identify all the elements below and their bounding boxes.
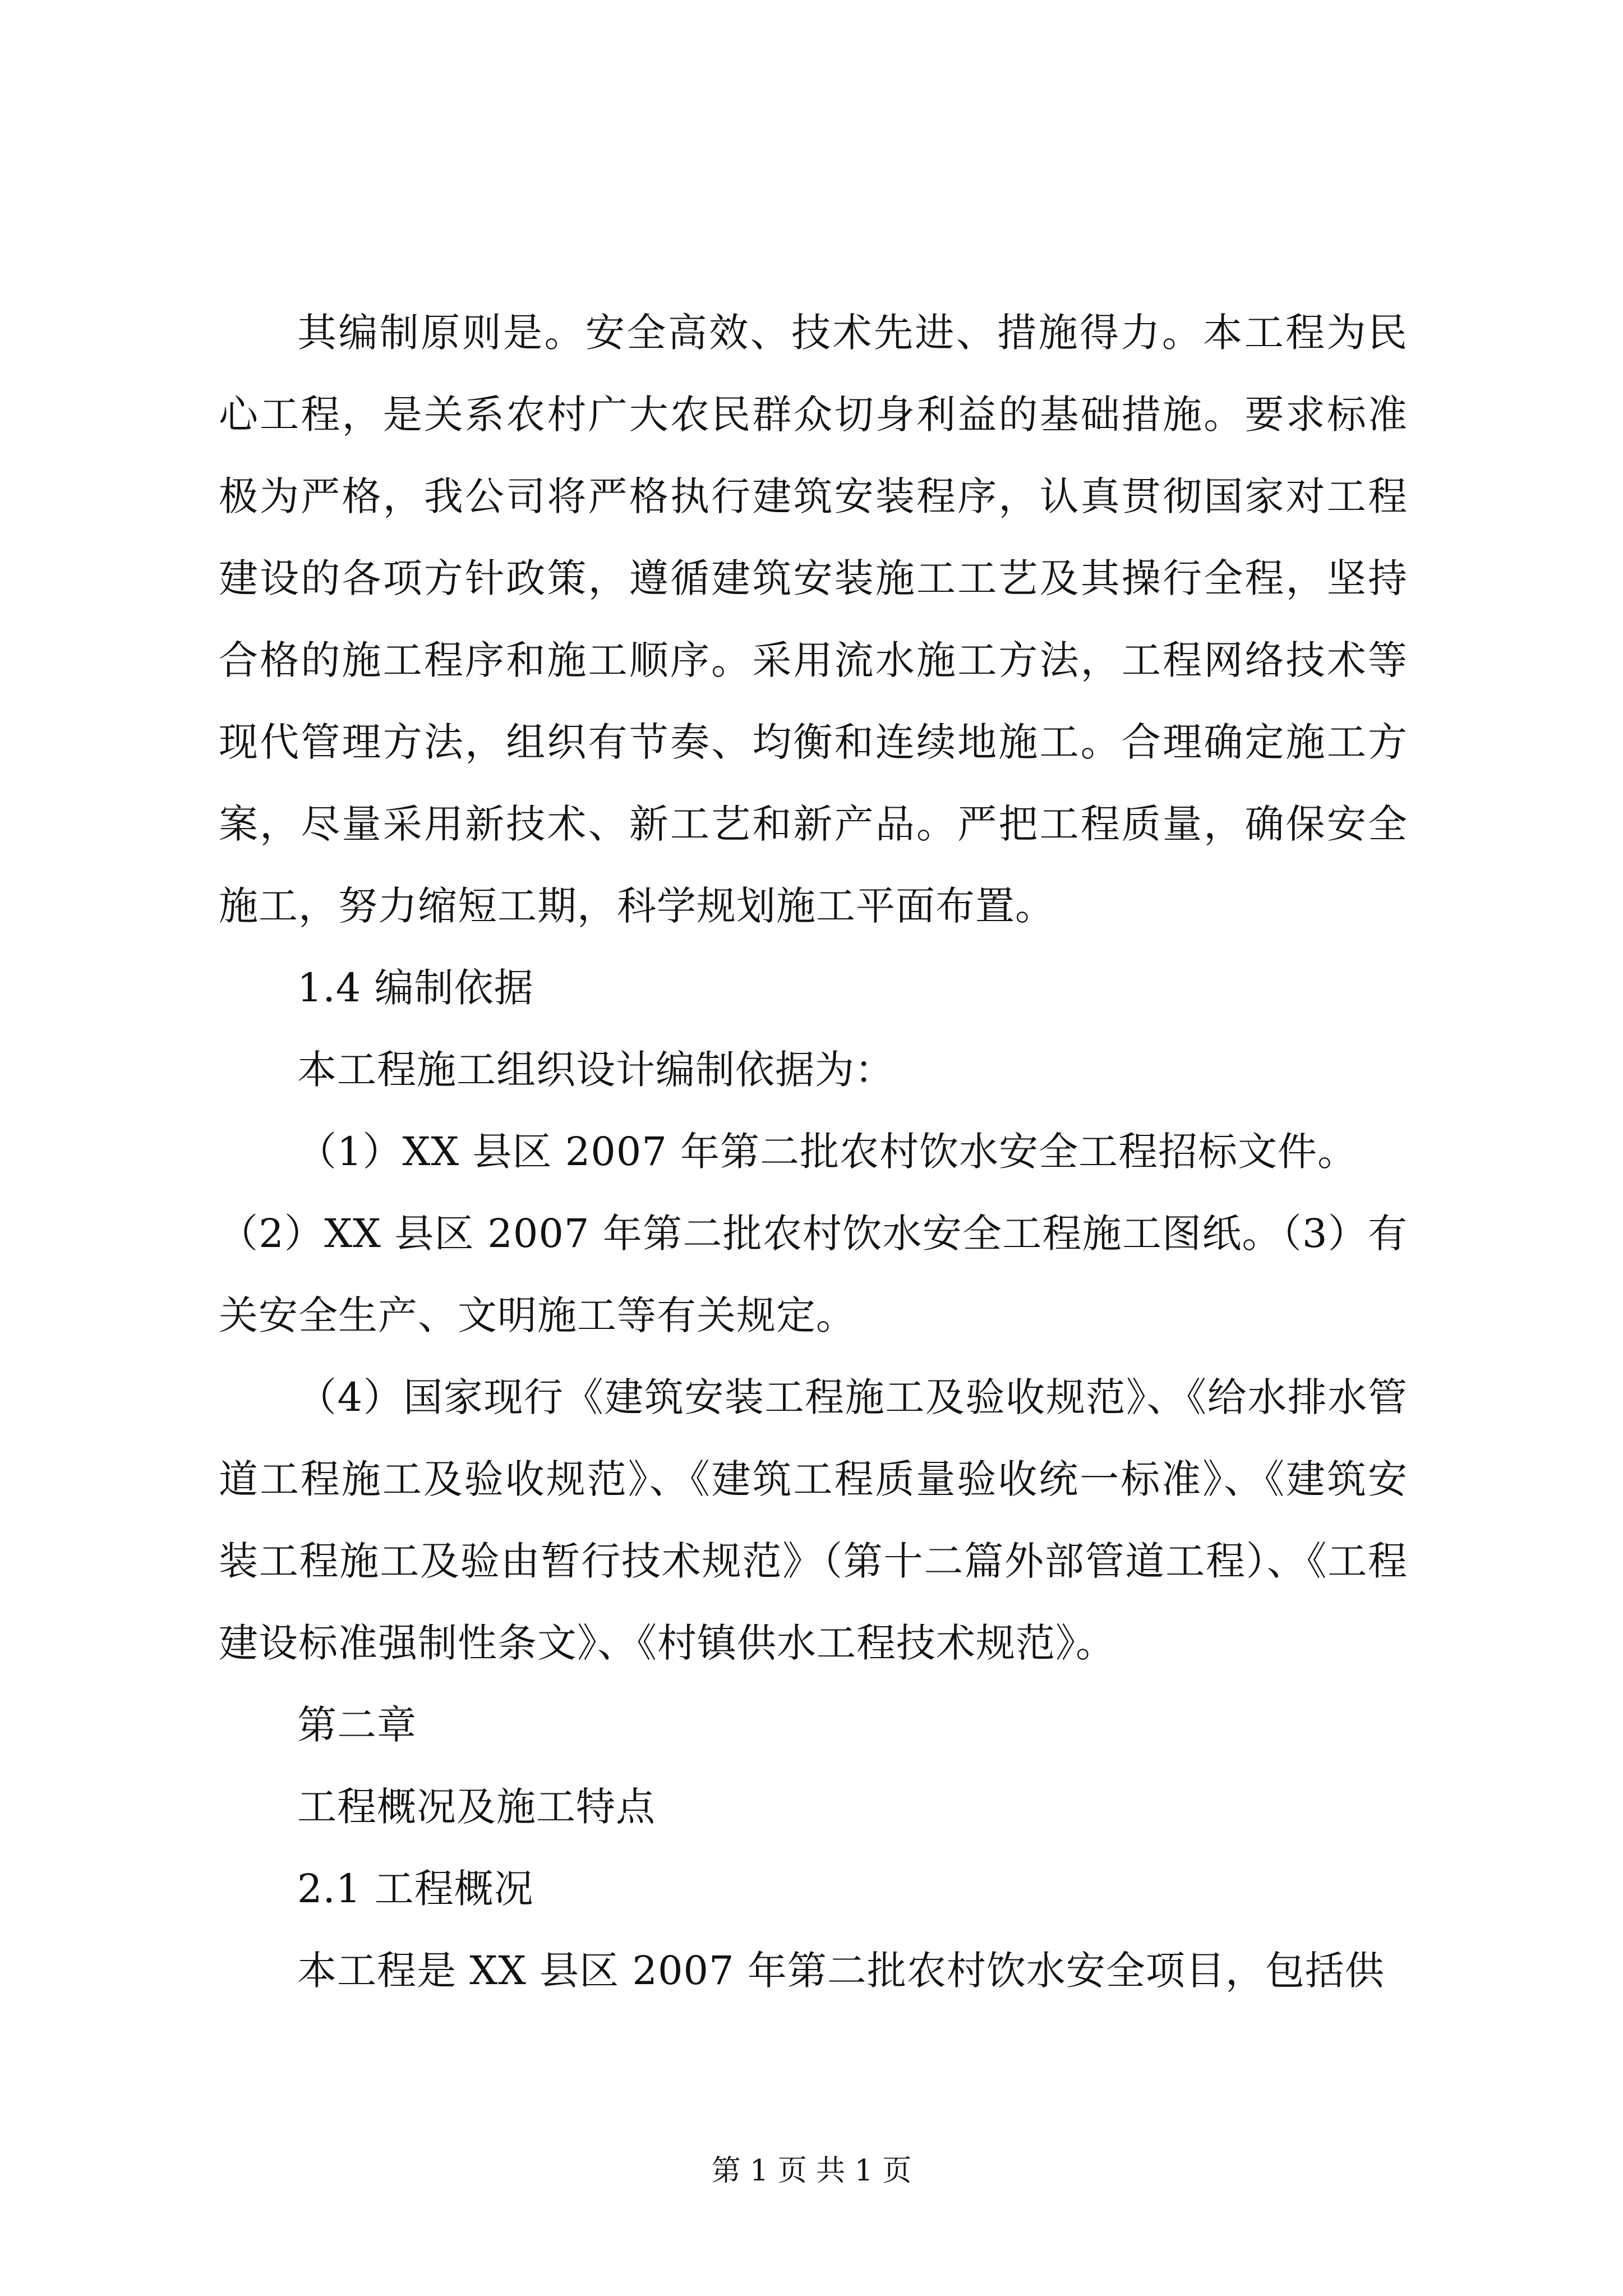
section-heading-1-4: 1.4 编制依据 bbox=[297, 965, 534, 1011]
paragraph-overview: 本工程是 XX 县区 2007 年第二批农村饮水安全项目，包括供 bbox=[297, 1948, 1385, 1994]
paragraph-principles: 其编制原则是。安全高效、技术先进、措施得力。本工程为民心工程，是关系农村广大农民群众切身利益的基础措施。要求标准极为严格，我公司将严格执行建筑安装程序，认真贯彻国家对工程建设的各项方针政策，遵循建筑安装施工工艺及其操行全程，坚持合格的施工程序和施工顺序。采用流水施工方法，工程网络技术等现代管理方法，组织有节奏、均衡和连续地施工。合理确定施工方案，尽量采用新技术、新工艺和新产品。严把工程质量，确保安全施工，努力缩短工期，科学规划施工平面布置。 bbox=[219, 310, 1408, 929]
paragraph-basis-intro: 本工程施工组织设计编制依据为： bbox=[297, 1047, 895, 1093]
list-item-2-3: （2）XX 县区 2007 年第二批农村饮水安全工程施工图纸。（3）有关安全生产、文明施工等有关规定。 bbox=[219, 1211, 1408, 1338]
section-heading-2-1: 2.1 工程概况 bbox=[297, 1866, 534, 1912]
page-footer: 第 1 页 共 1 页 bbox=[711, 2154, 912, 2188]
list-item-1: （1）XX 县区 2007 年第二批农村饮水安全工程招标文件。 bbox=[297, 1129, 1358, 1175]
document-body bbox=[219, 292, 1408, 2012]
chapter-title: 工程概况及施工特点 bbox=[297, 1784, 656, 1830]
list-item-4: （4）国家现行《建筑安装工程施工及验收规范》、《给水排水管道工程施工及验收规范》、《建筑工程质量验收统一标准》、《建筑安装工程施工及验由暂行技术规范》（第十二篇外部管道工程）、《工程建设标准强制性条文》、《村镇供水工程技术规范》。 bbox=[219, 1374, 1408, 1666]
chapter-heading: 第二章 bbox=[297, 1702, 417, 1748]
